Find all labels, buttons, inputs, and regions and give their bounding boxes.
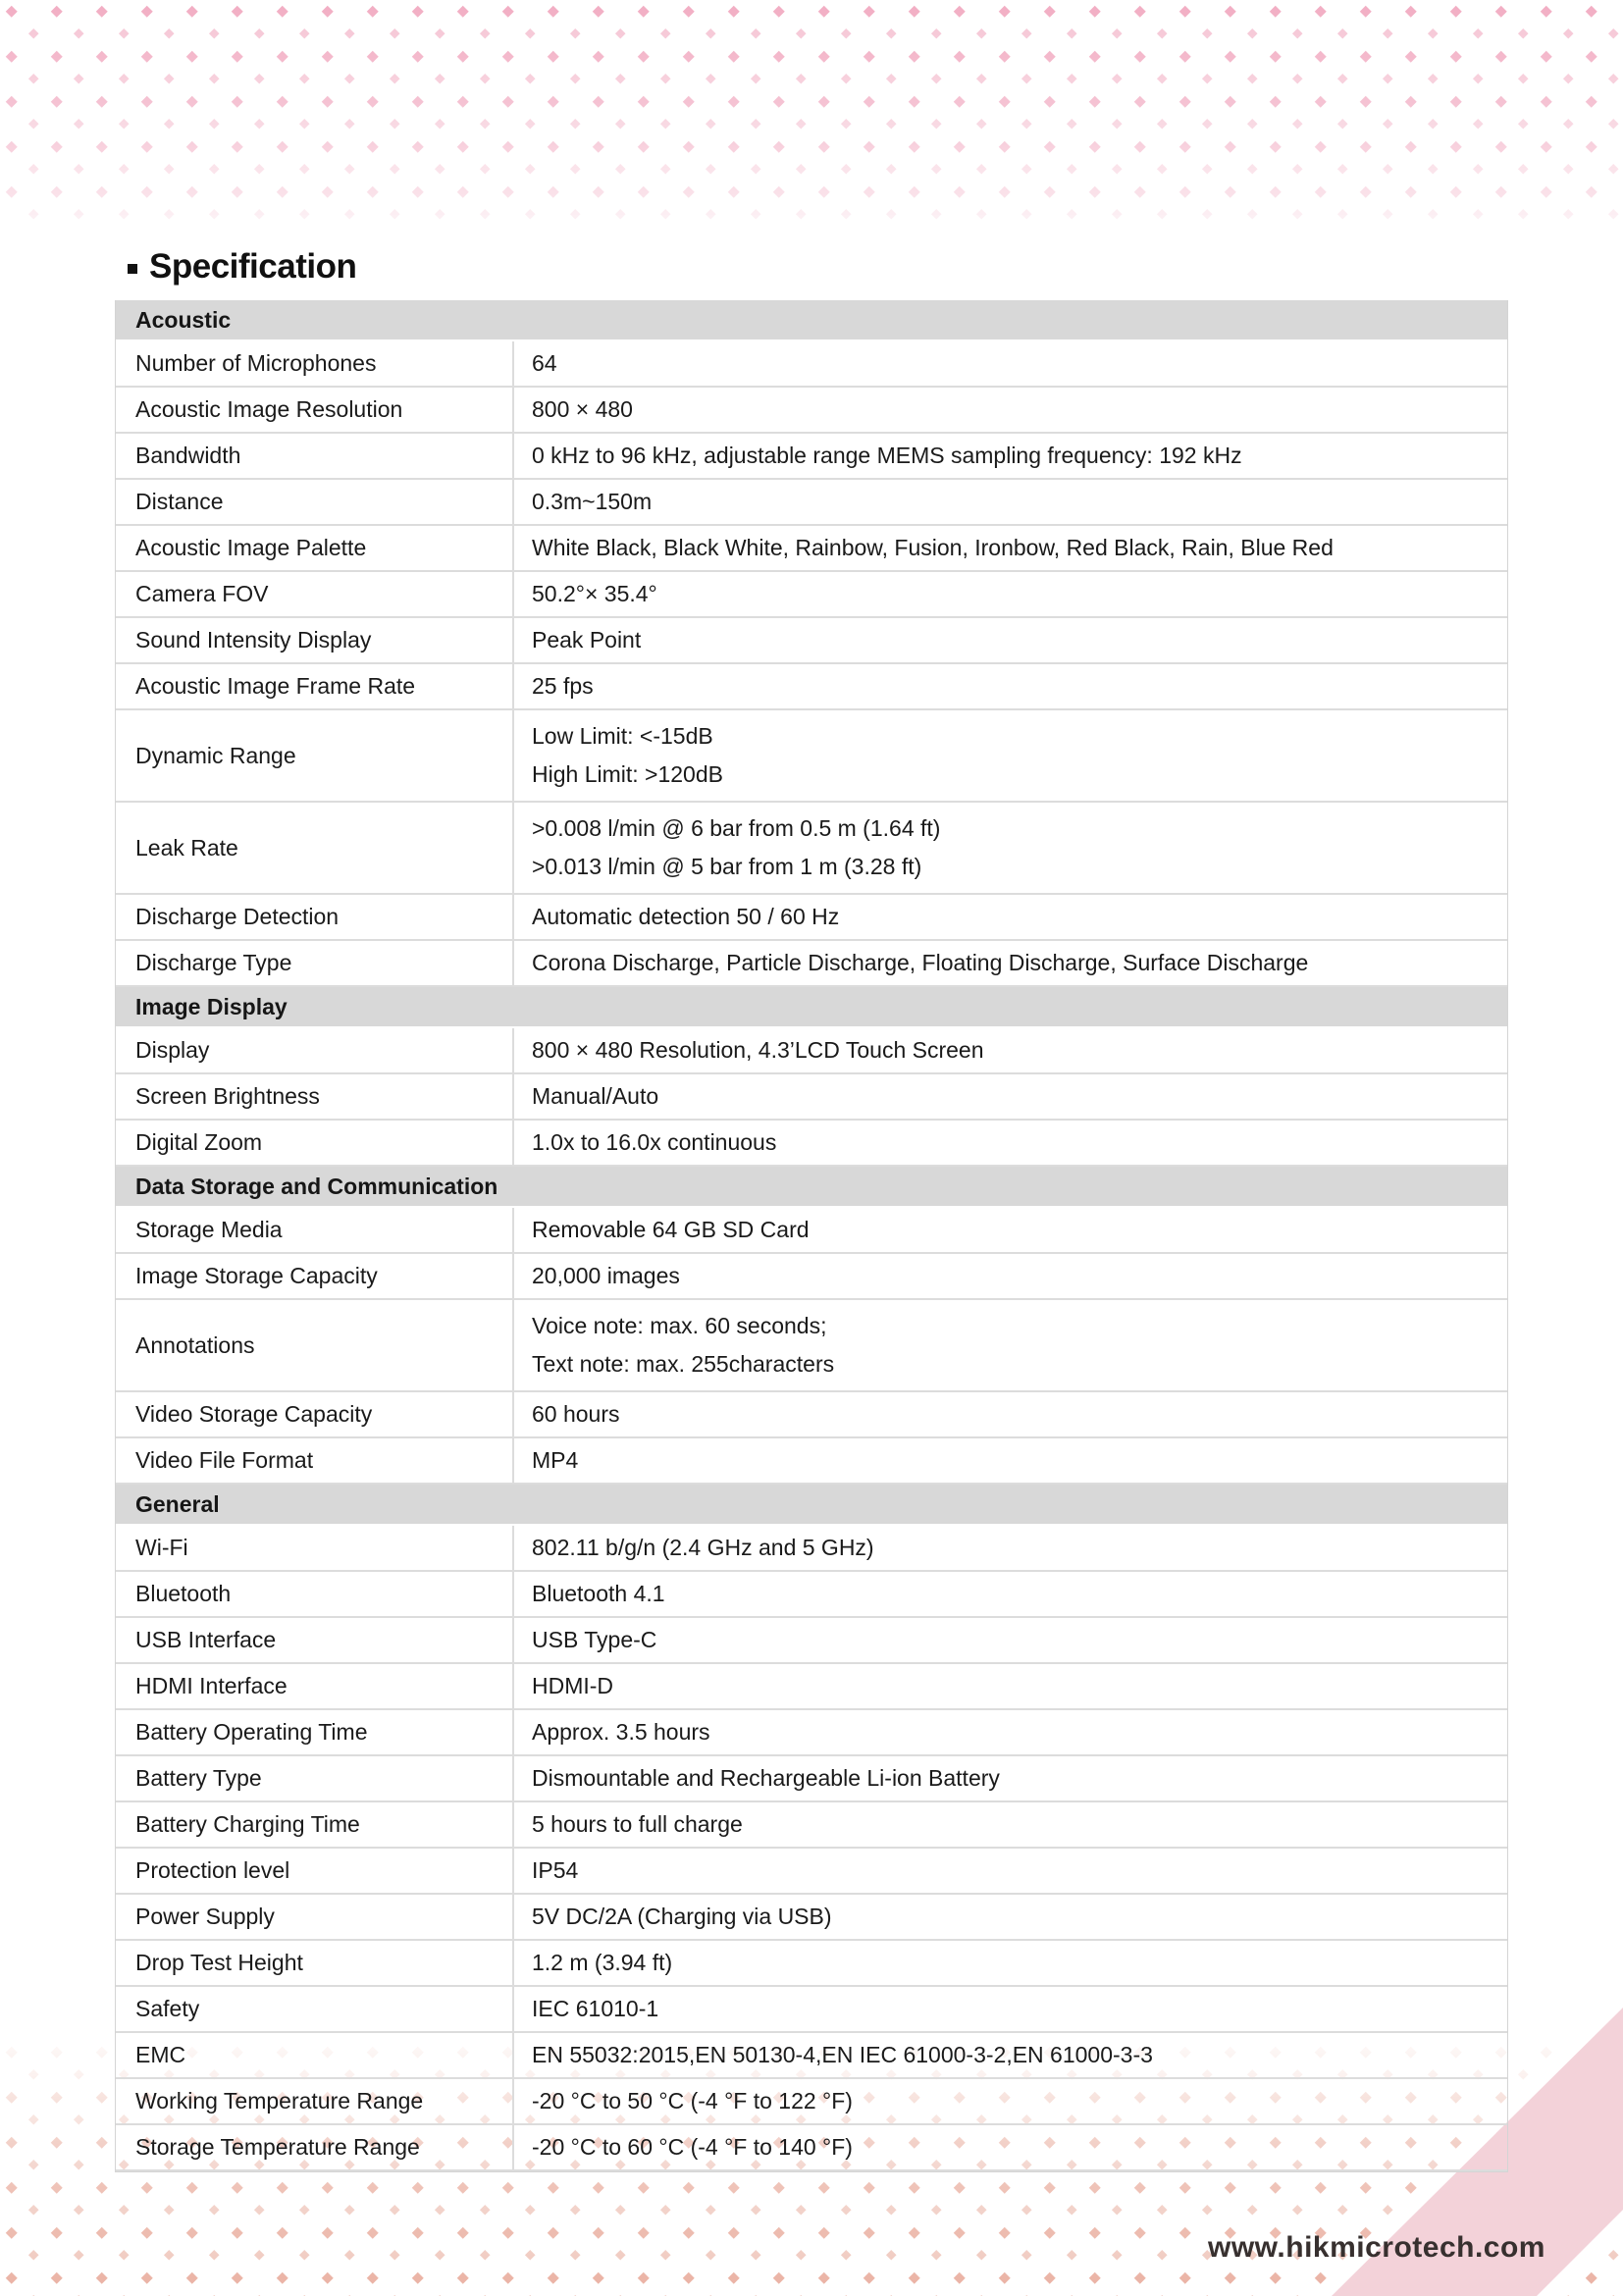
spec-label: Discharge Detection xyxy=(116,895,514,939)
spec-label: Power Supply xyxy=(116,1895,514,1939)
spec-label: Working Temperature Range xyxy=(116,2079,514,2123)
spec-value-text: 1.2 m (3.94 ft) xyxy=(532,1950,673,1975)
spec-value-text: 1.0x to 16.0x continuous xyxy=(532,1129,777,1155)
spec-value xyxy=(514,2079,1507,2123)
spec-label: Bluetooth xyxy=(116,1572,514,1616)
spec-label: Battery Operating Time xyxy=(116,1710,514,1754)
spec-value-text: Automatic detection 50 / 60 Hz xyxy=(532,904,840,929)
spec-value-text: >0.013 l/min @ 5 bar from 1 m (3.28 ft) xyxy=(532,854,922,880)
table-row xyxy=(116,1664,1507,1710)
table-row xyxy=(116,2033,1507,2079)
spec-label: Image Storage Capacity xyxy=(116,1254,514,1298)
spec-value-text: IEC 61010-1 xyxy=(532,1996,659,2021)
spec-label: Wi-Fi xyxy=(116,1526,514,1570)
spec-value xyxy=(514,434,1507,478)
spec-value-text: HDMI-D xyxy=(532,1673,614,1698)
section-header-acoustic: Acoustic xyxy=(116,300,1507,341)
spec-value-text: Approx. 3.5 hours xyxy=(532,1719,710,1745)
table-row xyxy=(116,2079,1507,2125)
table-row xyxy=(116,572,1507,618)
spec-value xyxy=(514,1028,1507,1072)
table-row xyxy=(116,1756,1507,1802)
spec-value xyxy=(514,710,1507,801)
table-row xyxy=(116,1710,1507,1756)
spec-label: Digital Zoom xyxy=(116,1121,514,1165)
spec-value-text: 5V DC/2A (Charging via USB) xyxy=(532,1904,832,1929)
spec-value-text: >0.008 l/min @ 6 bar from 0.5 m (1.64 ft) xyxy=(532,814,941,841)
spec-value-text: Corona Discharge, Particle Discharge, Floating Discharge, Surface Discharge xyxy=(532,950,1309,975)
spec-value-text: Removable 64 GB SD Card xyxy=(532,1217,810,1242)
spec-label: Drop Test Height xyxy=(116,1941,514,1985)
spec-value xyxy=(514,1618,1507,1662)
spec-value xyxy=(514,618,1507,662)
spec-label: Screen Brightness xyxy=(116,1074,514,1119)
spec-value xyxy=(514,1438,1507,1483)
spec-value-text: 0.3m~150m xyxy=(532,489,653,514)
spec-value xyxy=(514,526,1507,570)
spec-label: Video Storage Capacity xyxy=(116,1392,514,1436)
table-row xyxy=(116,341,1507,388)
table-row xyxy=(116,1572,1507,1618)
section-header-data-storage: Data Storage and Communication xyxy=(116,1167,1507,1208)
spec-value-text: Peak Point xyxy=(532,627,642,652)
table-row xyxy=(116,1802,1507,1849)
spec-value xyxy=(514,1392,1507,1436)
spec-value xyxy=(514,480,1507,524)
table-row xyxy=(116,710,1507,803)
spec-value-text: 800 × 480 xyxy=(532,396,633,422)
spec-label: Distance xyxy=(116,480,514,524)
spec-label: USB Interface xyxy=(116,1618,514,1662)
spec-label: Storage Temperature Range xyxy=(116,2125,514,2169)
table-row xyxy=(116,1941,1507,1987)
page-title: Specification xyxy=(149,247,357,286)
spec-value xyxy=(514,1208,1507,1252)
table-row xyxy=(116,1987,1507,2033)
spec-label: Battery Type xyxy=(116,1756,514,1800)
spec-value xyxy=(514,1572,1507,1616)
spec-label: HDMI Interface xyxy=(116,1664,514,1708)
table-row xyxy=(116,1254,1507,1300)
table-row xyxy=(116,1392,1507,1438)
spec-label: Battery Charging Time xyxy=(116,1802,514,1847)
spec-value xyxy=(514,388,1507,432)
spec-label: EMC xyxy=(116,2033,514,2077)
spec-value-text: 5 hours to full charge xyxy=(532,1811,743,1837)
spec-value-text: -20 °C to 50 °C (-4 °F to 122 °F) xyxy=(532,2088,853,2113)
spec-value xyxy=(514,664,1507,708)
spec-value xyxy=(514,895,1507,939)
spec-label: Storage Media xyxy=(116,1208,514,1252)
spec-label: Acoustic Image Frame Rate xyxy=(116,664,514,708)
table-row xyxy=(116,1208,1507,1254)
table-row xyxy=(116,803,1507,895)
spec-value xyxy=(514,1074,1507,1119)
spec-value-text: Low Limit: <-15dB xyxy=(532,722,713,749)
section-header-image-display: Image Display xyxy=(116,987,1507,1028)
spec-value-text: EN 55032:2015,EN 50130-4,EN IEC 61000-3-2,EN 61000-3-3 xyxy=(532,2042,1153,2067)
table-row xyxy=(116,1438,1507,1485)
table-row xyxy=(116,895,1507,941)
table-row xyxy=(116,2125,1507,2171)
spec-value-text: Text note: max. 255characters xyxy=(532,1351,835,1378)
spec-value-text: Bluetooth 4.1 xyxy=(532,1581,665,1606)
spec-value xyxy=(514,572,1507,616)
spec-label: Sound Intensity Display xyxy=(116,618,514,662)
content-area xyxy=(115,247,1508,2172)
table-row xyxy=(116,526,1507,572)
spec-label: Bandwidth xyxy=(116,434,514,478)
table-row xyxy=(116,1618,1507,1664)
spec-value-text: 20,000 images xyxy=(532,1263,680,1288)
table-row xyxy=(116,1849,1507,1895)
spec-value xyxy=(514,1710,1507,1754)
spec-value-text: 800 × 480 Resolution, 4.3’LCD Touch Screen xyxy=(532,1037,984,1063)
spec-value-text: 60 hours xyxy=(532,1401,620,1427)
spec-value xyxy=(514,2125,1507,2169)
specification-table xyxy=(115,300,1508,2172)
spec-value xyxy=(514,1254,1507,1298)
spec-value-text: 50.2°× 35.4° xyxy=(532,581,657,606)
spec-label: Dynamic Range xyxy=(116,710,514,801)
spec-value xyxy=(514,1941,1507,1985)
spec-value xyxy=(514,1300,1507,1390)
spec-value xyxy=(514,1121,1507,1165)
spec-value-text: Dismountable and Rechargeable Li-ion Battery xyxy=(532,1765,1000,1791)
spec-value-text: 802.11 b/g/n (2.4 GHz and 5 GHz) xyxy=(532,1535,874,1560)
spec-value xyxy=(514,1849,1507,1893)
spec-value xyxy=(514,941,1507,985)
spec-value-text: MP4 xyxy=(532,1447,579,1473)
table-row xyxy=(116,1074,1507,1121)
table-row xyxy=(116,941,1507,987)
spec-value-text: High Limit: >120dB xyxy=(532,761,723,788)
title-bullet-icon xyxy=(128,264,137,274)
table-row xyxy=(116,1526,1507,1572)
table-row xyxy=(116,1300,1507,1392)
table-row xyxy=(116,1028,1507,1074)
spec-value xyxy=(514,1664,1507,1708)
spec-label: Acoustic Image Resolution xyxy=(116,388,514,432)
spec-value-text: -20 °C to 60 °C (-4 °F to 140 °F) xyxy=(532,2134,853,2160)
footer-website-url: www.hikmicrotech.com xyxy=(1208,2231,1545,2264)
table-row xyxy=(116,388,1507,434)
spec-value xyxy=(514,1756,1507,1800)
spec-value-text: Manual/Auto xyxy=(532,1083,659,1109)
table-row xyxy=(116,1895,1507,1941)
spec-value xyxy=(514,803,1507,893)
spec-value xyxy=(514,1526,1507,1570)
spec-value-text: 0 kHz to 96 kHz, adjustable range MEMS sampling frequency: 192 kHz xyxy=(532,443,1242,468)
spec-label: Annotations xyxy=(116,1300,514,1390)
spec-value xyxy=(514,1987,1507,2031)
spec-value-text: 64 xyxy=(532,350,557,376)
section-header-general: General xyxy=(116,1485,1507,1526)
spec-label: Protection level xyxy=(116,1849,514,1893)
spec-label: Safety xyxy=(116,1987,514,2031)
spec-value-text: White Black, Black White, Rainbow, Fusion, Ironbow, Red Black, Rain, Blue Red xyxy=(532,535,1334,560)
spec-label: Video File Format xyxy=(116,1438,514,1483)
table-row xyxy=(116,664,1507,710)
page-title-line xyxy=(128,247,1508,287)
spec-value-text: IP54 xyxy=(532,1857,579,1883)
spec-value xyxy=(514,1802,1507,1847)
spec-label: Camera FOV xyxy=(116,572,514,616)
spec-value-text: USB Type-C xyxy=(532,1627,657,1652)
table-row xyxy=(116,480,1507,526)
spec-value-text: 25 fps xyxy=(532,673,594,699)
spec-value xyxy=(514,1895,1507,1939)
table-row xyxy=(116,434,1507,480)
spec-label: Leak Rate xyxy=(116,803,514,893)
spec-value-text: Voice note: max. 60 seconds; xyxy=(532,1312,827,1338)
spec-label: Display xyxy=(116,1028,514,1072)
spec-label: Acoustic Image Palette xyxy=(116,526,514,570)
spec-value xyxy=(514,2033,1507,2077)
table-row xyxy=(116,618,1507,664)
spec-value xyxy=(514,341,1507,386)
dot-pattern-top xyxy=(0,0,1623,231)
spec-label: Number of Microphones xyxy=(116,341,514,386)
table-row xyxy=(116,1121,1507,1167)
spec-label: Discharge Type xyxy=(116,941,514,985)
